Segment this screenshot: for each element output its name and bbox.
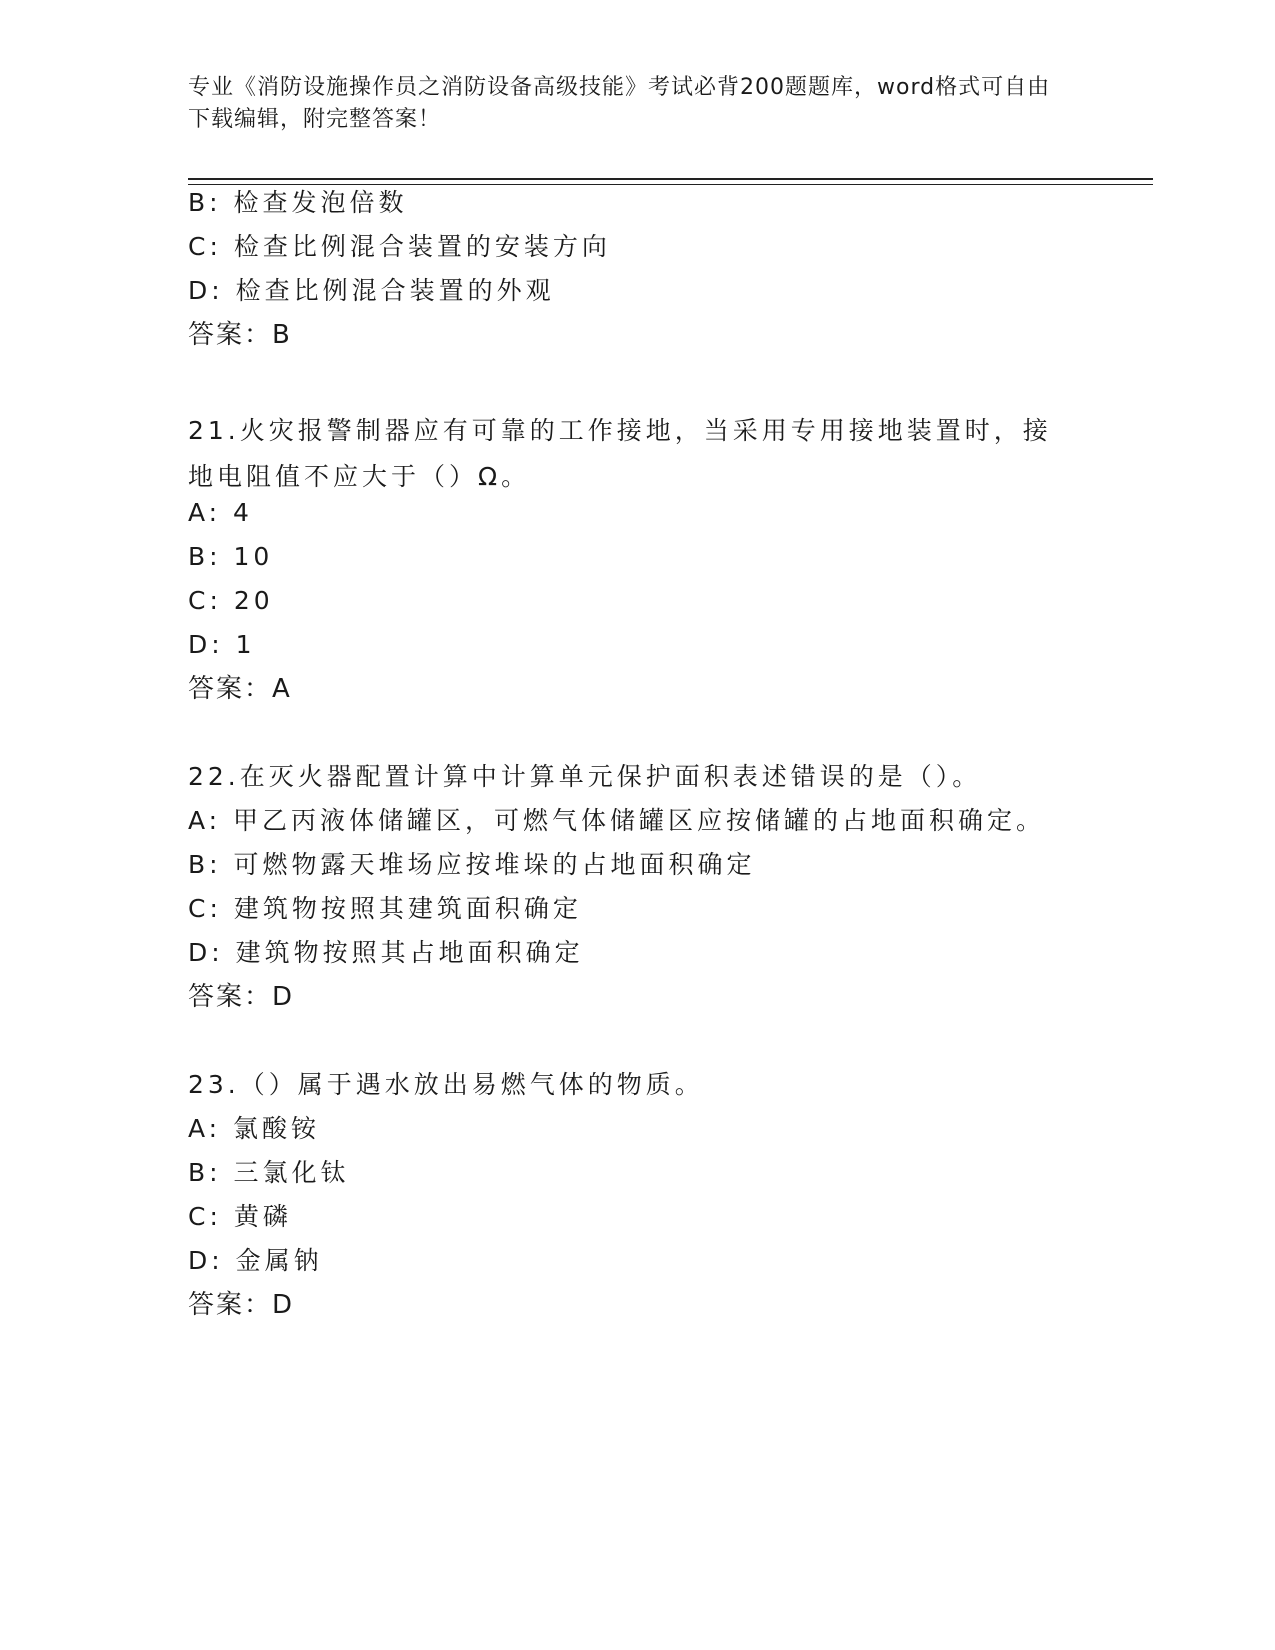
q23-answer: 答案：D bbox=[188, 1290, 295, 1320]
q23-option-a: A: 氯酸铵 bbox=[188, 1114, 321, 1143]
q22-option-a: A: 甲乙丙液体储罐区，可燃气体储罐区应按储罐的占地面积确定。 bbox=[188, 806, 1046, 835]
q22-answer: 答案：D bbox=[188, 982, 295, 1012]
q22-option-d: D: 建筑物按照其占地面积确定 bbox=[188, 938, 584, 967]
q21-option-d: D: 1 bbox=[188, 630, 256, 659]
q21-option-b: B: 10 bbox=[188, 542, 274, 571]
q21-answer: 答案：A bbox=[188, 674, 292, 704]
q22-question: 22.在灭火器配置计算中计算单元保护面积表述错误的是（）。 bbox=[188, 762, 982, 791]
q21-option-c: C: 20 bbox=[188, 586, 274, 615]
header-divider-thick bbox=[188, 178, 1153, 180]
q23-option-b: B: 三氯化钛 bbox=[188, 1158, 350, 1187]
q21-question: 21.火灾报警制器应有可靠的工作接地，当采用专用接地装置时，接地电阻值不应大于（）Ω。 bbox=[188, 416, 1052, 491]
document-header: 专业《消防设施操作员之消防设备高级技能》考试必背200题题库，word格式可自由下载编辑，附完整答案！ bbox=[188, 75, 1051, 132]
q20-option-d: D: 检查比例混合装置的外观 bbox=[188, 276, 555, 305]
header-divider-thin bbox=[188, 184, 1153, 185]
q23-question: 23.（）属于遇水放出易燃气体的物质。 bbox=[188, 1070, 704, 1099]
q23-option-c: C: 黄磷 bbox=[188, 1202, 292, 1231]
q20-answer: 答案：B bbox=[188, 320, 292, 350]
q23-option-d: D: 金属钠 bbox=[188, 1246, 323, 1275]
q21-option-a: A: 4 bbox=[188, 498, 253, 527]
q22-option-b: B: 可燃物露天堆场应按堆垛的占地面积确定 bbox=[188, 850, 756, 879]
q20-option-c: C: 检查比例混合装置的安装方向 bbox=[188, 232, 611, 261]
q22-option-c: C: 建筑物按照其建筑面积确定 bbox=[188, 894, 582, 923]
q20-option-b: B: 检查发泡倍数 bbox=[188, 188, 408, 217]
